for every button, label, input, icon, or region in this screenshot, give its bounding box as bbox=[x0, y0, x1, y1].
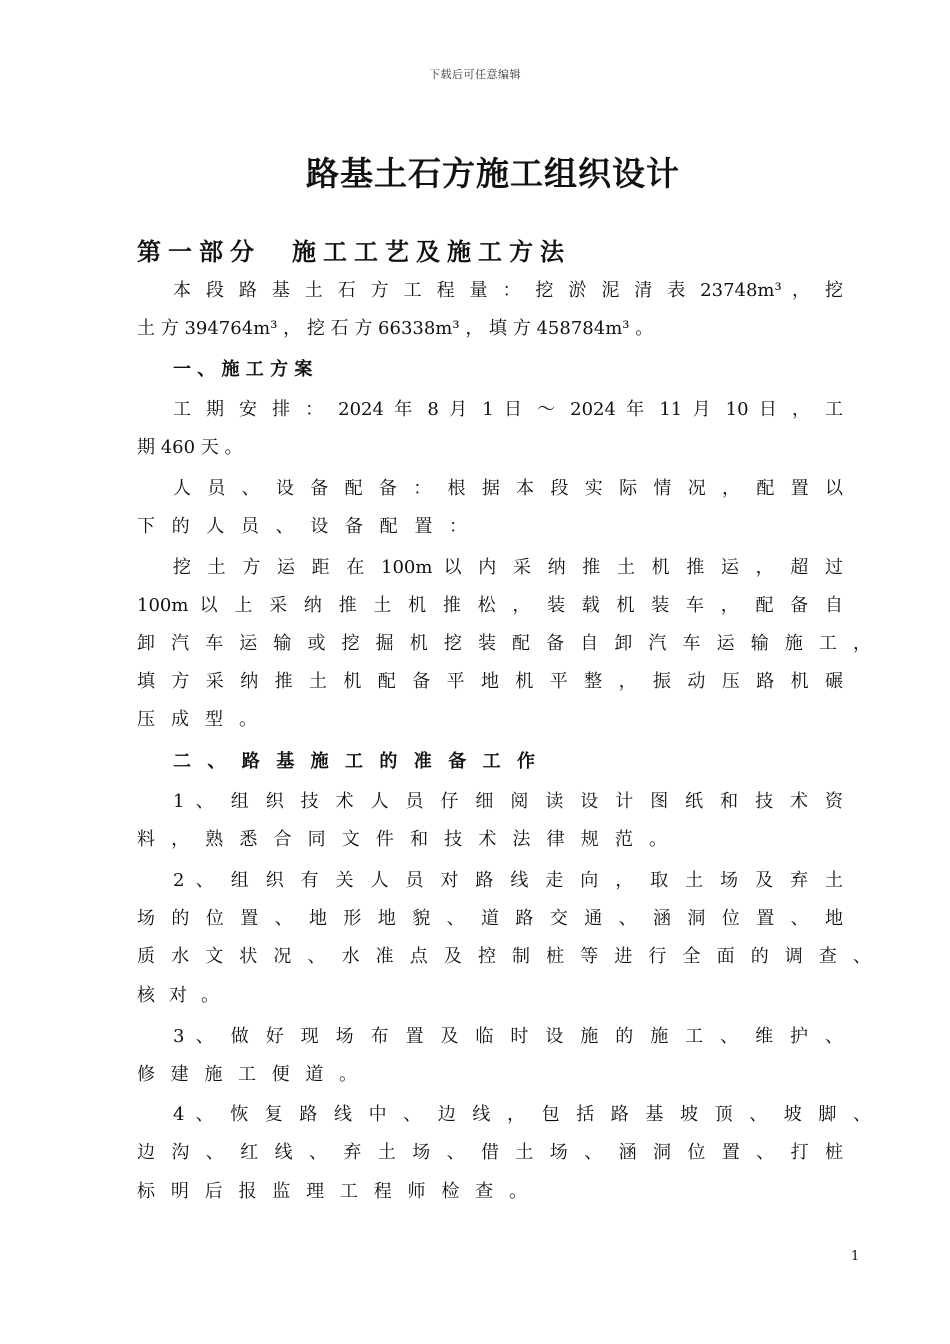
body-text-line: 场 的 位 置 、 地 形 地 貌 、 道 路 交 通 、 涵 洞 位 置 、 地 bbox=[137, 908, 843, 929]
body-text-line: 工 期 安 排 ： 2024 年 8 月 1 日 ～ 2024 年 11 月 10 日 ， 工 bbox=[173, 399, 843, 420]
document-title: 路基土石方施工组织设计 bbox=[306, 154, 680, 193]
body-text-line: 料 ， 熟 悉 合 同 文 件 和 技 术 法 律 规 范 。 bbox=[137, 829, 667, 850]
body-text-line: 期 460 天 。 bbox=[137, 437, 243, 458]
body-text-line: 3 、 做 好 现 场 布 置 及 临 时 设 施 的 施 工 、 维 护 、 bbox=[173, 1026, 843, 1047]
page-number: 1 bbox=[851, 1249, 860, 1264]
body-text-line: 填 方 采 纳 推 土 机 配 备 平 地 机 平 整 ， 振 动 压 路 机 碾 bbox=[137, 671, 843, 692]
body-text-line: 修 建 施 工 便 道 。 bbox=[137, 1064, 357, 1085]
body-text-line: 质 水 文 状 况 、 水 准 点 及 控 制 桩 等 进 行 全 面 的 调 查 、 bbox=[137, 946, 871, 967]
body-text-line: 人 员 、 设 备 配 备 ： 根 据 本 段 实 际 情 况 ， 配 置 以 bbox=[173, 478, 843, 499]
body-text-line: 标 明 后 报 监 理 工 程 师 检 查 。 bbox=[137, 1181, 527, 1202]
section-heading: 二 、 路 基 施 工 的 准 备 工 作 bbox=[173, 751, 535, 772]
body-text-line: 压 成 型 。 bbox=[137, 709, 257, 730]
part-title: 第一部分 施工工艺及施工方法 bbox=[137, 238, 571, 266]
header-note: 下载后可任意编辑 bbox=[429, 68, 521, 81]
section-heading: 一 、 施 工 方 案 bbox=[173, 359, 313, 380]
body-text-line: 2 、 组 织 有 关 人 员 对 路 线 走 向 ， 取 土 场 及 弃 土 bbox=[173, 870, 843, 891]
body-text-line: 挖 土 方 运 距 在 100m 以 内 采 纳 推 土 机 推 运 ， 超 过 bbox=[173, 557, 843, 578]
body-text-line: 边 沟 、 红 线 、 弃 土 场 、 借 土 场 、 涵 洞 位 置 、 打 桩 bbox=[137, 1142, 843, 1163]
body-text-line: 本 段 路 基 土 石 方 工 程 量 ： 挖 淤 泥 清 表 23748m³ ， 挖 bbox=[173, 280, 843, 301]
body-text-line: 土 方 394764m³ ， 挖 石 方 66338m³ ， 填 方 458784m³ 。 bbox=[137, 318, 654, 339]
body-text-line: 卸 汽 车 运 输 或 挖 掘 机 挖 装 配 备 自 卸 汽 车 运 输 施 工 ， bbox=[137, 633, 871, 654]
body-text-line: 4 、 恢 复 路 线 中 、 边 线 ， 包 括 路 基 坡 顶 、 坡 脚 、 bbox=[173, 1104, 871, 1125]
body-text-line: 100m 以 上 采 纳 推 土 机 推 松 ， 装 载 机 装 车 ， 配 备 自 bbox=[137, 595, 843, 616]
body-text-line: 下 的 人 员 、 设 备 配 置 ： bbox=[137, 516, 467, 537]
body-text-line: 核 对 。 bbox=[137, 985, 219, 1006]
body-text-line: 1 、 组 织 技 术 人 员 仔 细 阅 读 设 计 图 纸 和 技 术 资 bbox=[173, 791, 843, 812]
